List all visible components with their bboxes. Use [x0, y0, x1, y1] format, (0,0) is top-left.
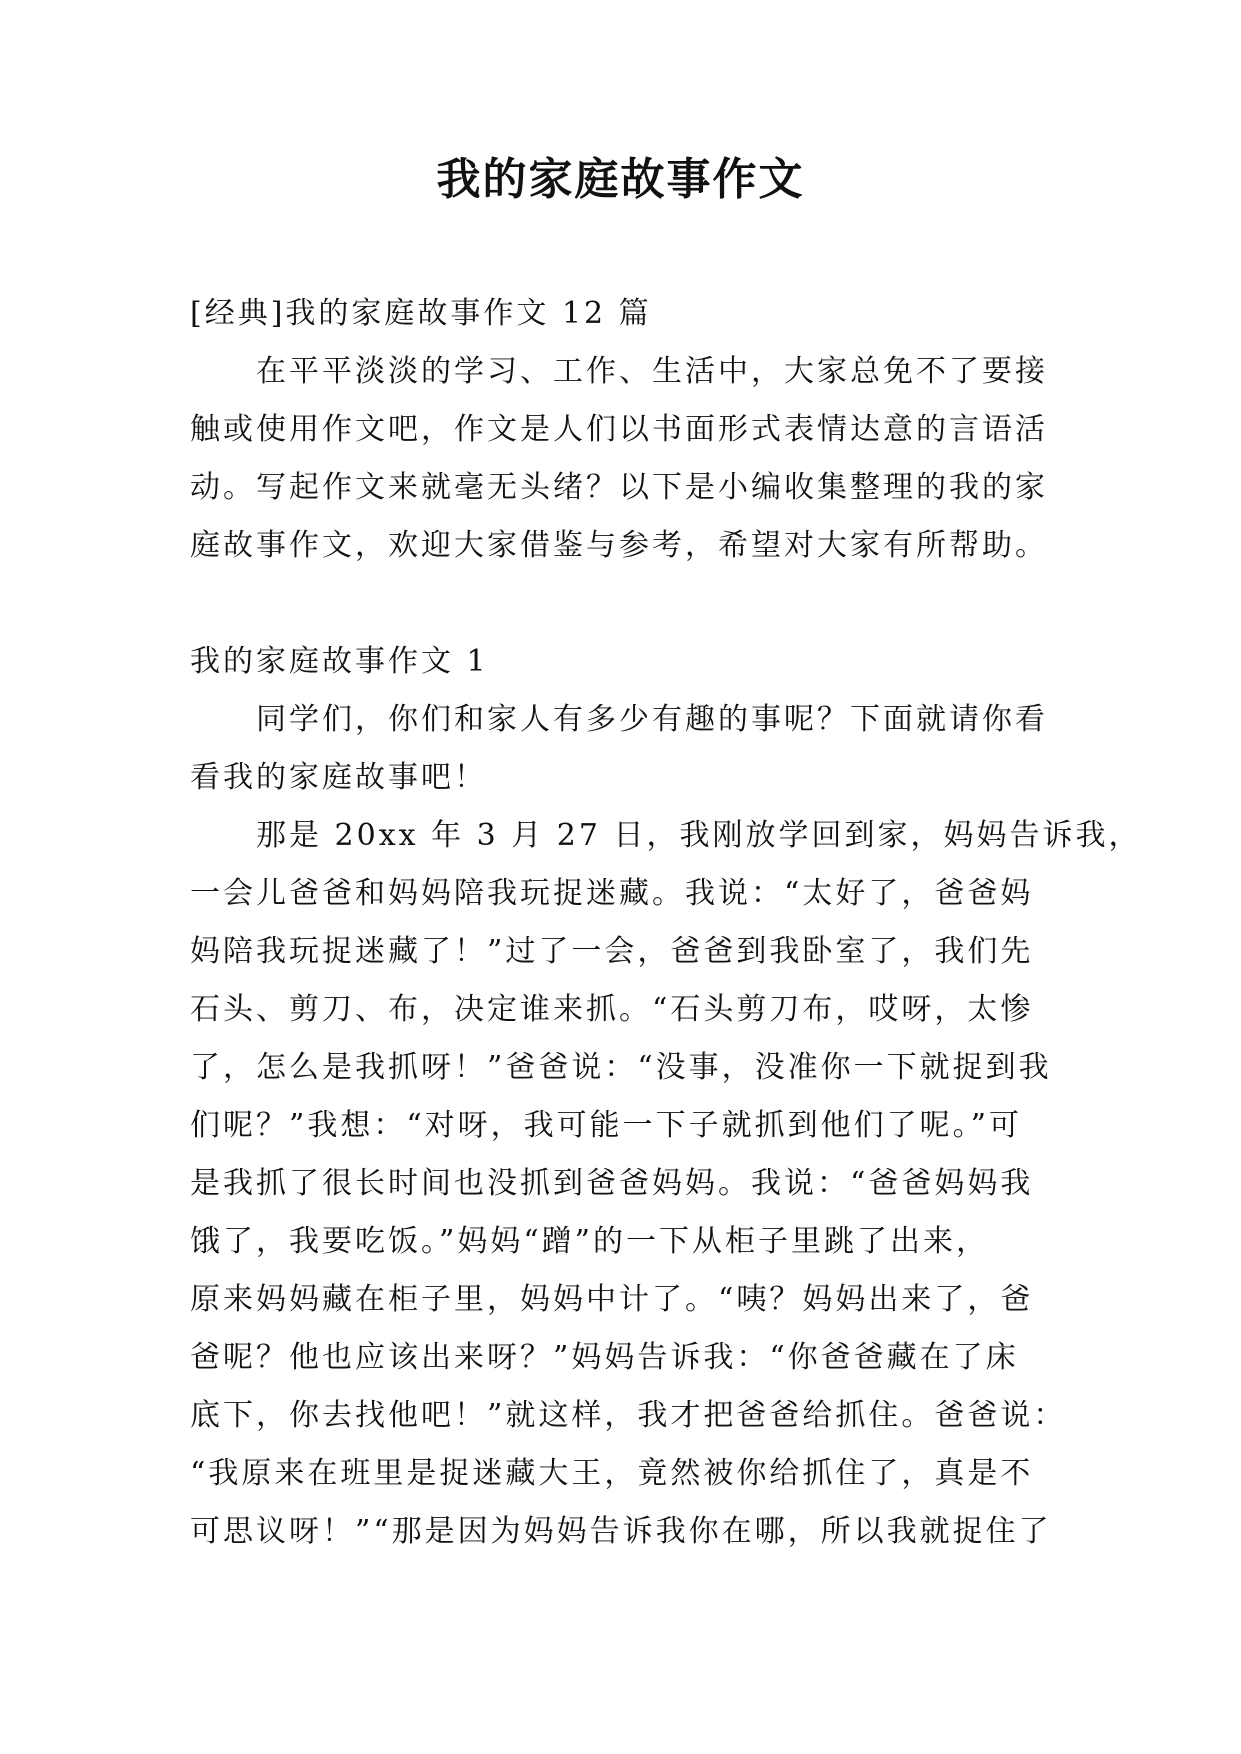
document-body [190, 285, 1142, 1561]
intro-line: 动。写起作文来就毫无头绪？以下是小编收集整理的我的家 [190, 470, 1048, 505]
paragraph-line: 一会儿爸爸和妈妈陪我玩捉迷藏。我说：“太好了，爸爸妈 [190, 876, 1034, 911]
paragraph-line: 底下，你去找他吧！”就这样，我才把爸爸给抓住。爸爸说： [190, 1398, 1067, 1433]
paragraph-line: 妈陪我玩捉迷藏了！”过了一会，爸爸到我卧室了，我们先 [190, 934, 1034, 969]
paragraph-line: 同学们，你们和家人有多少有趣的事呢？下面就请你看 [256, 702, 1048, 737]
paragraph-line: 石头、剪刀、布，决定谁来抓。“石头剪刀布，哎呀，太惨 [190, 992, 1034, 1027]
paragraph-line: 可思议呀！”“那是因为妈妈告诉我你在哪，所以我就捉住了 [190, 1514, 1052, 1549]
paragraph-line: 们呢？”我想：“对呀，我可能一下子就抓到他们了呢。”可 [190, 1108, 1023, 1143]
paragraph-gap [190, 575, 1080, 633]
intro-line: 庭故事作文，欢迎大家借鉴与参考，希望对大家有所帮助。 [190, 528, 1048, 563]
paragraph-line: “我原来在班里是捉迷藏大王，竟然被你给抓住了，真是不 [190, 1456, 1034, 1491]
paragraph-line: 看我的家庭故事吧！ [190, 760, 487, 795]
section-heading: 我的家庭故事作文 1 [190, 644, 489, 679]
paragraph-line: 那是 20xx 年 3 月 27 日，我刚放学回到家，妈妈告诉我， [256, 818, 1142, 853]
document-title: 我的家庭故事作文 [436, 154, 805, 205]
subtitle: [经典]我的家庭故事作文 12 篇 [190, 296, 652, 331]
paragraph-line: 饿了，我要吃饭。”妈妈“蹭”的一下从柜子里跳了出来， [190, 1224, 990, 1259]
paragraph-line: 原来妈妈藏在柜子里，妈妈中计了。“咦？妈妈出来了，爸 [190, 1282, 1034, 1317]
paragraph-line: 是我抓了很长时间也没抓到爸爸妈妈。我说：“爸爸妈妈我 [190, 1166, 1034, 1201]
intro-line: 触或使用作文吧，作文是人们以书面形式表情达意的言语活 [190, 412, 1048, 447]
paragraph-line: 爸呢？他也应该出来呀？”妈妈告诉我：“你爸爸藏在了床 [190, 1340, 1019, 1375]
paragraph-line: 了，怎么是我抓呀！”爸爸说：“没事，没准你一下就捉到我 [190, 1050, 1052, 1085]
intro-line: 在平平淡淡的学习、工作、生活中，大家总免不了要接 [256, 354, 1048, 389]
